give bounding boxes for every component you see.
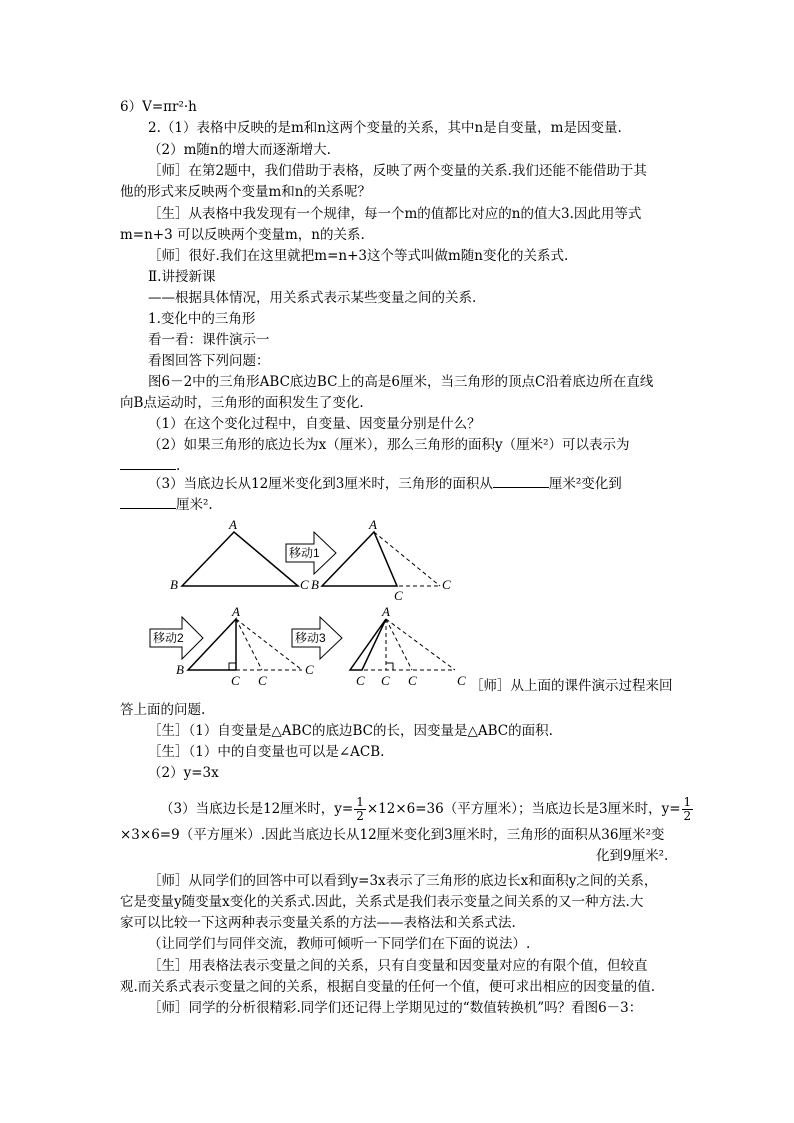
vertex-label: C: [394, 588, 403, 603]
question-3-cont: 厘米².: [120, 496, 213, 514]
line-29: ［师］从同学们的回答中可以看到y=3x表示了三角形的底边长x和面积y之间的关系，: [148, 873, 658, 889]
answer-blank: [120, 496, 176, 509]
answer-3-cont: ×3×6=9（平方厘米）.因此当底边长从12厘米变化到3厘米时，三角形的面积从36厘米²变: [120, 827, 665, 843]
vertex-label: C: [457, 673, 466, 688]
vertex-label: B: [311, 577, 319, 592]
line-4: ［师］在第2题中，我们借助于表格，反映了两个变量的关系.我们还能不能借助于其: [148, 163, 647, 179]
line-35: ［师］同学的分析很精彩.同学们还记得上学期见过的“数值转换机”吗？看图6－3：: [148, 1000, 643, 1016]
answer-2: （2）y=3x: [148, 765, 219, 781]
vertex-label: C: [381, 673, 390, 688]
subsection-heading: 1.变化中的三角形: [148, 311, 256, 327]
triangle-step-1: [311, 517, 451, 603]
fraction-half: $\frac{1}{2}$: [683, 795, 692, 823]
vertex-label: A: [232, 604, 240, 619]
move-arrow-2: [150, 617, 203, 659]
vertex-label: B: [176, 662, 184, 677]
line-13: 看图回答下列问题：: [148, 353, 270, 369]
line-30: 它是变量y随变量x变化的关系式.因此，关系式是我们表示变量之间关系的又一种方法.大: [120, 894, 644, 910]
answer-1: ［生］（1）自变量是△ABC的底边BC的长，因变量是△ABC的面积.: [148, 723, 553, 739]
vertex-label: A: [382, 604, 390, 619]
line-1: 6）V=πr²·h: [120, 99, 197, 115]
answer-3: （3）当底边长是12厘米时，y= $\frac{1}{2}$ ×12×6=36（平方厘米）；当底边长是3厘米时，y= $\frac{1}{2}$: [160, 795, 692, 823]
section-heading: Ⅱ.讲授新课: [148, 269, 216, 285]
line-8: ［师］很好.我们在这里就把m=n+3这个等式叫做m随n变化的关系式.: [148, 248, 569, 264]
line-33: ［生］用表格法表示变量之间的关系，只有自变量和因变量对应的有限个值，但较直: [148, 958, 648, 974]
vertex-label: C: [258, 673, 267, 688]
vertex-label: C: [442, 577, 451, 592]
question-1: （1）在这个变化过程中，自变量、因变量分别是什么？: [148, 416, 481, 432]
line-7: m=n+3 可以反映两个变量m，n的关系.: [120, 227, 365, 243]
vertex-label: A: [229, 517, 237, 532]
vertex-label: A: [369, 517, 377, 532]
question-2-blank: .: [120, 457, 180, 475]
answer-1-alt: ［生］（1）中的自变量也可以是∠ACB.: [148, 744, 385, 760]
vertex-label: C: [356, 673, 365, 688]
vertex-label: C: [231, 673, 240, 688]
vertex-label: B: [170, 577, 178, 592]
vertex-label: C: [300, 577, 309, 592]
question-2: （2）如果三角形的底边长为x（厘米），那么三角形的面积y（厘米²）可以表示为: [148, 437, 630, 453]
line-34: 观.而关系式表示变量之间的关系，根据自变量的任何一个值，便可求出相应的因变量的值.: [120, 979, 656, 995]
line-31: 家可以比较一下这两种表示变量关系的方法——表格法和关系式法.: [120, 915, 516, 931]
vertex-label: C: [408, 673, 417, 688]
line-21: ［师］从上面的课件演示过程来回: [470, 678, 673, 694]
line-3: （2）m随n的增大而逐渐增大.: [148, 142, 331, 158]
svg-text:移动2: 移动2: [153, 631, 184, 645]
line-14: 图6－2中的三角形ABC底边BC上的高是6厘米，当三角形的顶点C沿着底边所在直线: [148, 374, 654, 390]
line-32: （让同学们与同伴交流，教师可倾听一下同学们在下面的说法）.: [148, 936, 531, 952]
move-arrow-3: [292, 617, 342, 659]
answer-blank: [120, 457, 176, 470]
line-10: ——根据具体情况，用关系式表示某些变量之间的关系.: [148, 290, 477, 306]
move-arrow-1: [286, 532, 336, 574]
triangle-step-3: [350, 604, 466, 688]
line-12: 看一看：课件演示一: [148, 332, 270, 348]
fraction-half: $\frac{1}{2}$: [356, 795, 364, 823]
svg-text:移动1: 移动1: [289, 546, 320, 560]
line-2: 2.（1）表格中反映的是m和n这两个变量的关系，其中n是自变量，m是因变量.: [148, 120, 622, 136]
line-15: 向B点运动时，三角形的面积发生了变化.: [120, 395, 364, 411]
line-22: 答上面的问题.: [120, 702, 206, 718]
line-5: 他的形式来反映两个变量m和n的关系呢？: [120, 184, 371, 200]
line-6: ［生］从表格中我发现有一个规律，每一个m的值都比对应的n的值大3.因此用等式: [148, 206, 642, 222]
triangle-figure: [0, 515, 794, 690]
question-3: （3）当底边长从12厘米变化到3厘米时，三角形的面积从 厘米²变化到: [148, 476, 622, 492]
answer-blank: [493, 475, 549, 488]
vertex-label: C: [305, 662, 314, 677]
answer-3-end: 化到9厘米².: [596, 848, 669, 864]
svg-text:移动3: 移动3: [295, 631, 326, 645]
